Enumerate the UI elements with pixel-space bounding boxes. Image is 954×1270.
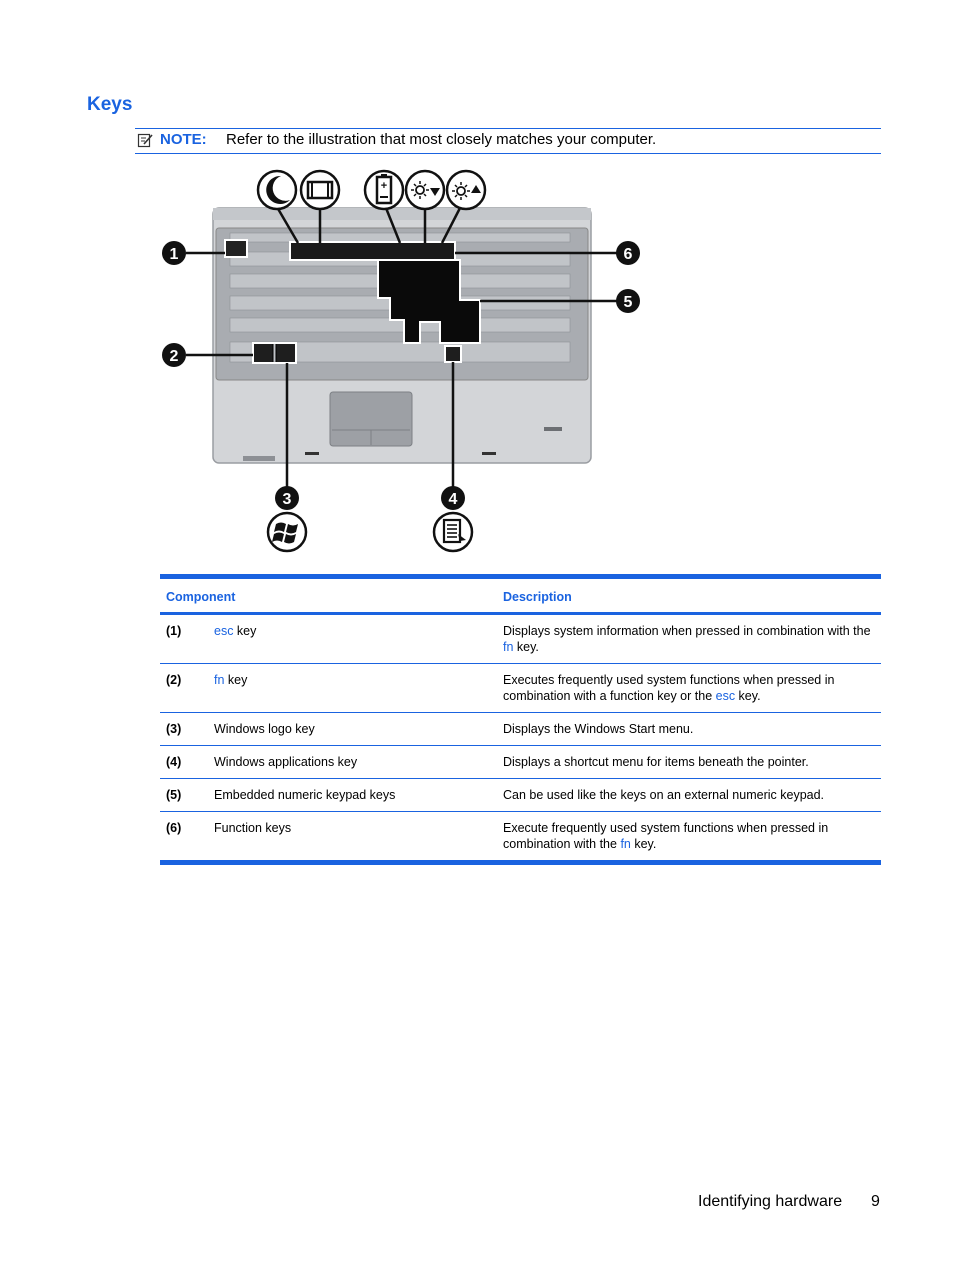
- header-description: Description: [497, 577, 881, 614]
- description-text: Execute frequently used system functions when pressed in combination with the: [503, 821, 829, 851]
- svg-text:4: 4: [448, 491, 458, 508]
- svg-text:2: 2: [169, 348, 179, 365]
- description-cell: [497, 614, 881, 664]
- component-text: Embedded numeric keypad keys: [214, 788, 396, 802]
- header-component: Component: [160, 577, 497, 614]
- note-text: Refer to the illustration that most closely matches your computer.: [226, 131, 657, 148]
- description-text: Displays the Windows Start menu.: [503, 722, 694, 736]
- callout-6: [616, 241, 640, 265]
- component-cell: [208, 779, 497, 812]
- component-text: Windows applications key: [214, 755, 358, 769]
- callout-3: [275, 486, 299, 510]
- svg-text:1: 1: [169, 246, 179, 263]
- esc-link[interactable]: esc: [214, 624, 234, 638]
- svg-text:3: 3: [282, 491, 292, 508]
- component-cell: [208, 746, 497, 779]
- description-text-end: key.: [630, 837, 657, 851]
- table-header-row: [160, 577, 881, 614]
- fn-link[interactable]: fn: [620, 837, 631, 851]
- display-switch-icon: [301, 171, 339, 209]
- description-text-end: key.: [513, 640, 539, 654]
- description-cell: [497, 812, 881, 863]
- row-number: (1): [160, 614, 208, 664]
- component-text: Function keys: [214, 821, 292, 835]
- table-row: [160, 713, 881, 746]
- description-text: Displays system information when pressed in combination with the: [503, 624, 871, 638]
- row-number: (2): [160, 664, 208, 713]
- fn-link[interactable]: fn: [503, 640, 514, 654]
- battery-icon: [365, 171, 403, 209]
- row-number: (4): [160, 746, 208, 779]
- table-row: [160, 746, 881, 779]
- brightness-up-icon: [447, 171, 485, 209]
- windows-logo-icon: [268, 513, 306, 551]
- callout-2: [162, 343, 186, 367]
- component-cell: [208, 614, 497, 664]
- description-text-end: key.: [735, 689, 761, 703]
- page-number: 9: [871, 1193, 880, 1210]
- table-row: [160, 664, 881, 713]
- component-cell: [208, 812, 497, 863]
- keyboard-illustration: [150, 160, 650, 560]
- description-text: Displays a shortcut menu for items beneath the pointer.: [503, 755, 809, 769]
- component-text: Windows logo key: [214, 722, 315, 736]
- description-cell: [497, 746, 881, 779]
- footer-section-label: Identifying hardware: [698, 1193, 843, 1210]
- svg-text:6: 6: [623, 246, 633, 263]
- callout-5: [616, 289, 640, 313]
- callout-1: [162, 241, 186, 265]
- description-text: Executes frequently used system functions when pressed in combination with a function key or the: [503, 673, 835, 703]
- component-cell: [208, 664, 497, 713]
- brightness-down-icon: [406, 171, 444, 209]
- note-box: [135, 128, 881, 154]
- row-number: (6): [160, 812, 208, 863]
- row-number: (3): [160, 713, 208, 746]
- note-pencil-icon: [137, 132, 153, 148]
- esc-link[interactable]: esc: [715, 689, 736, 703]
- component-text: key: [224, 673, 248, 687]
- table-row: [160, 614, 881, 664]
- applications-menu-icon: [434, 513, 472, 551]
- svg-text:+: +: [380, 180, 388, 192]
- note-label: NOTE:: [160, 131, 207, 148]
- component-cell: [208, 713, 497, 746]
- section-title: Keys: [87, 94, 133, 115]
- callout-4: [441, 486, 465, 510]
- description-cell: [497, 779, 881, 812]
- table-row: [160, 779, 881, 812]
- svg-text:5: 5: [623, 294, 633, 311]
- table-row: [160, 812, 881, 863]
- component-text: key: [233, 624, 257, 638]
- row-number: (5): [160, 779, 208, 812]
- keys-table: [160, 574, 881, 865]
- description-cell: [497, 664, 881, 713]
- description-cell: [497, 713, 881, 746]
- sleep-moon-icon: [258, 171, 296, 209]
- description-text: Can be used like the keys on an external numeric keypad.: [503, 788, 825, 802]
- fn-link[interactable]: fn: [214, 673, 225, 687]
